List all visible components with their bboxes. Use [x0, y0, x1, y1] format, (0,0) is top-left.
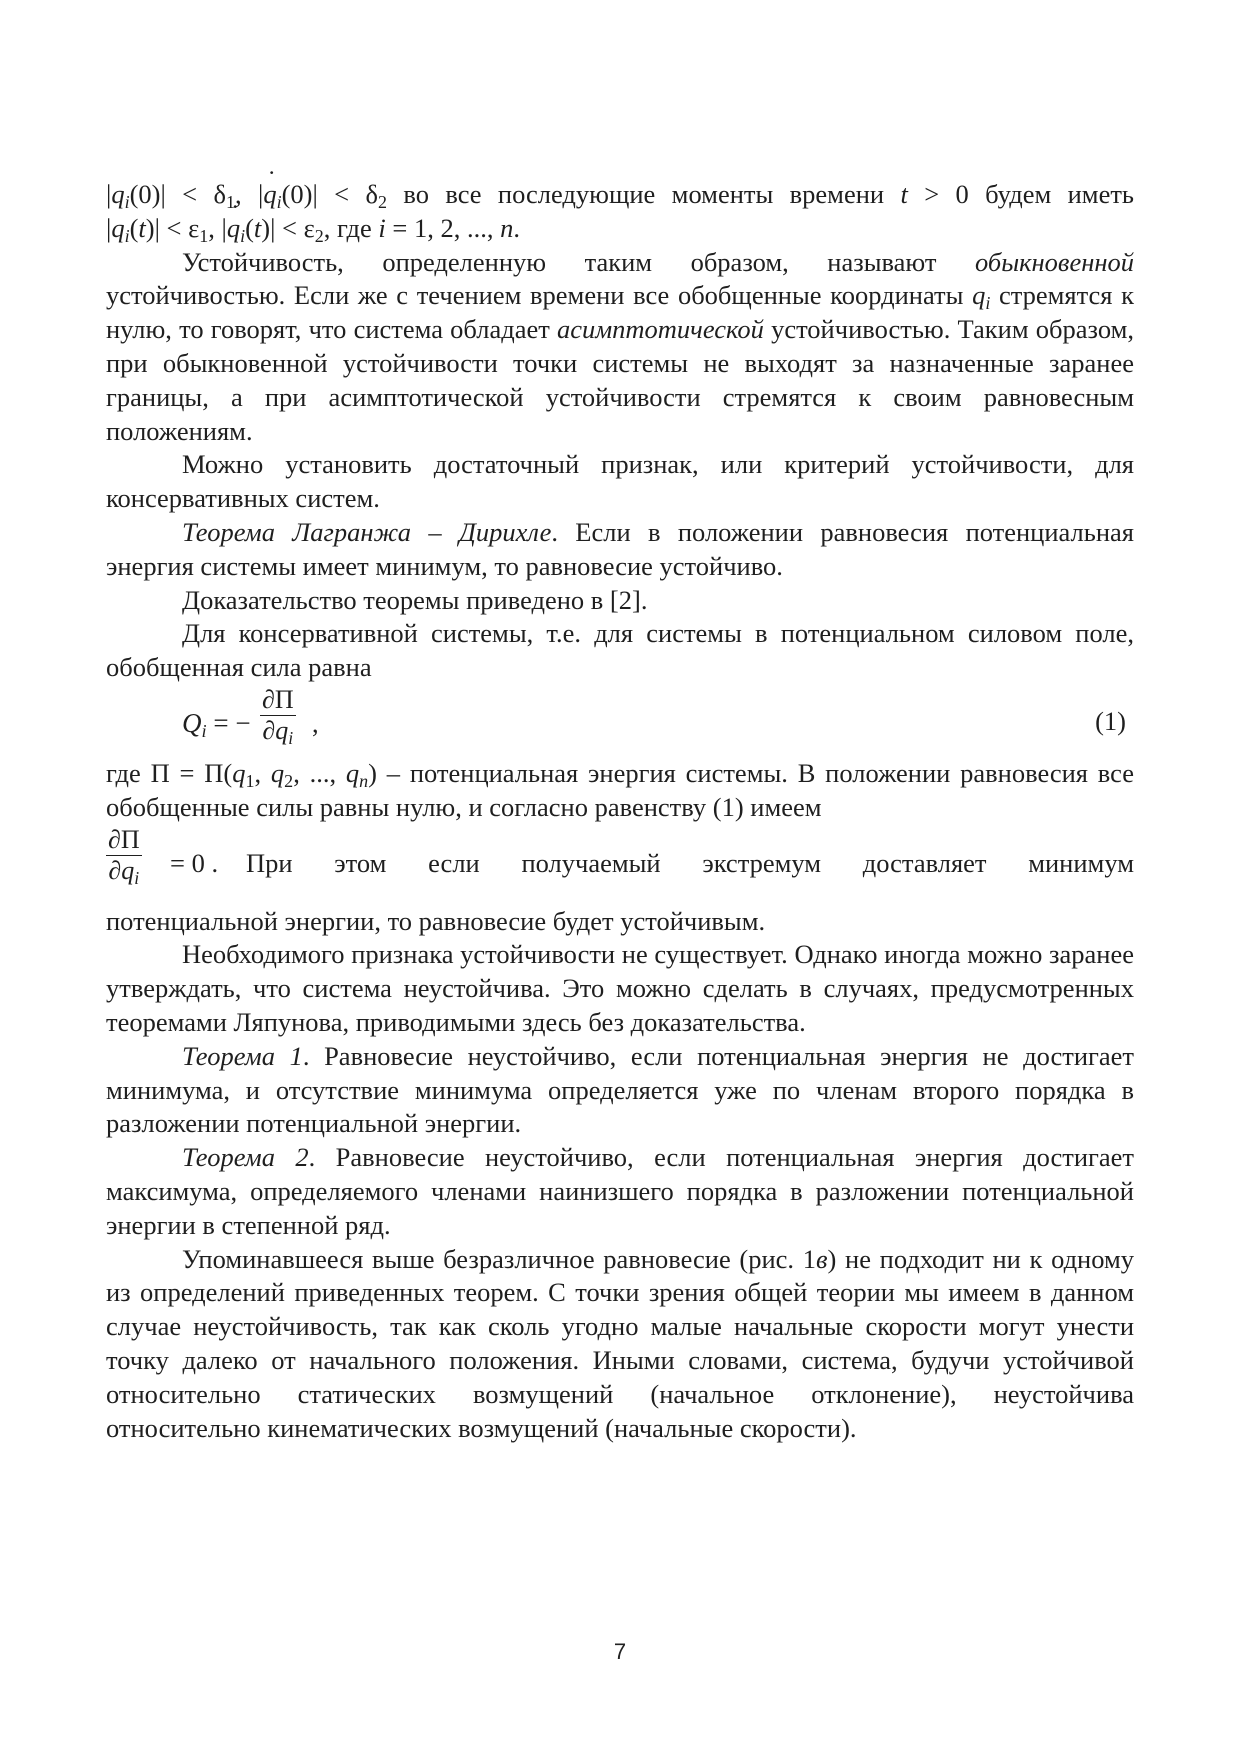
fraction: ∂П $\partial q_i$: [262, 684, 294, 749]
theorem-title: Теорема Лагранжа – Дирихле: [182, 516, 552, 547]
page-body: [106, 178, 1134, 1445]
theorem-title: Теорема 1: [182, 1040, 303, 1071]
term-ordinary: обыкновенной: [974, 246, 1134, 277]
paragraph-necessary-criterion: Необходимого признака устойчивости не существует. Однако иногда можно заранее утверждать, что система неустойчива. Это можно сделать в случаях, предусмотренных теоремами Ляпунова, приводимыми здесь без доказательства.: [106, 939, 1134, 1037]
paragraph-proof-reference: Доказательство теоремы приведено в [2].: [182, 584, 648, 615]
paragraph-potential-energy: где $П = П(q_1$, $q_2$, ..., $q_n$) – потенциальная энергия системы. В положении равновесия все обобщенные силы равны нулю, и согласно равенству (1) имеем: [106, 757, 1134, 822]
paragraph-theorem-2: Теорема 2. Равновесие неустойчиво, если потенциальная энергия достигает максимума, определяемого членами наинизшего порядка в разложении потенциальной энергии в степенной ряд.: [106, 1142, 1134, 1240]
equation-generalized-force: $Q_i$ = − ∂П $\partial q_i$ , (1): [182, 684, 1126, 749]
theorem-title: Теорема 2: [182, 1142, 309, 1173]
paragraph-stable-equilibrium: потенциальной энергии, то равновесие будет устойчивым.: [106, 905, 766, 936]
equation-number: (1): [1095, 705, 1126, 736]
paragraph-theorem-1: Теорема 1. Равновесие неустойчиво, если потенциальная энергия не достигает минимума, и отсутствие минимума определяется уже по членам второго порядка в разложении потенциальной энергии.: [106, 1040, 1134, 1139]
paragraph-lagrange-theorem: Теорема Лагранжа – Дирихле. Если в положении равновесия потенциальная энергия системы имеет минимум, то равновесие устойчиво.: [106, 516, 1134, 581]
condition-line-1: $|q_i(0)| < \delta_1$, |˙ $q_i(0)| < \delta_2$ во все последующие моменты времени t > 0 будем иметь: [106, 178, 1134, 212]
fraction: ∂П $\partial q_i$: [108, 824, 140, 888]
paragraph-indifferent-equilibrium: Упоминавшееся выше безразличное равновесие (рис. 1в) не подходит ни к одному из определений приведенных теорем. С точки зрения общей теории мы имеем в данном случае неустойчивость, так как сколь угодно малые начальные скорости могут унести точку далеко от начального положения. Иными словами, система, будучи устойчивой относительно статических возмущений (начальное отклонение), неустойчива относительно кинематических возмущений (начальные скорости).: [106, 1243, 1135, 1443]
condition-line-2: $|q_i(t)| < \varepsilon_1$, |˙ $q_i(t)| < \varepsilon_2$, где i = 1, 2, ..., n.: [106, 212, 1134, 246]
paragraph-conservative-system: Для консервативной системы, т.е. для системы в потенциальном силовом поле, обобщенная сила равна: [106, 618, 1134, 683]
page-number: 7: [613, 1639, 627, 1664]
term-asymptotic: асимптотической: [556, 314, 764, 345]
equation-equilibrium: ∂П $\partial q_i$ = 0 . При этом если получаемый экстремум доставляет минимум: [108, 824, 1134, 888]
paragraph-stability-definition: Устойчивость, определенную таким образом, называют обыкновенной устойчивостью. Если же с течением времени все обобщенные координаты $q_i$ стремятся к нулю, то говорят, что система обладает асимптотической устойчивостью. Таким образом, при обыкновенной устойчивости точки системы не выходят за назначенные заранее границы, а при асимптотической устойчивости стремятся к своим равновесным положениям.: [106, 246, 1134, 446]
paragraph-criterion: Можно установить достаточный признак, или критерий устойчивости, для консервативных систем.: [106, 449, 1134, 514]
